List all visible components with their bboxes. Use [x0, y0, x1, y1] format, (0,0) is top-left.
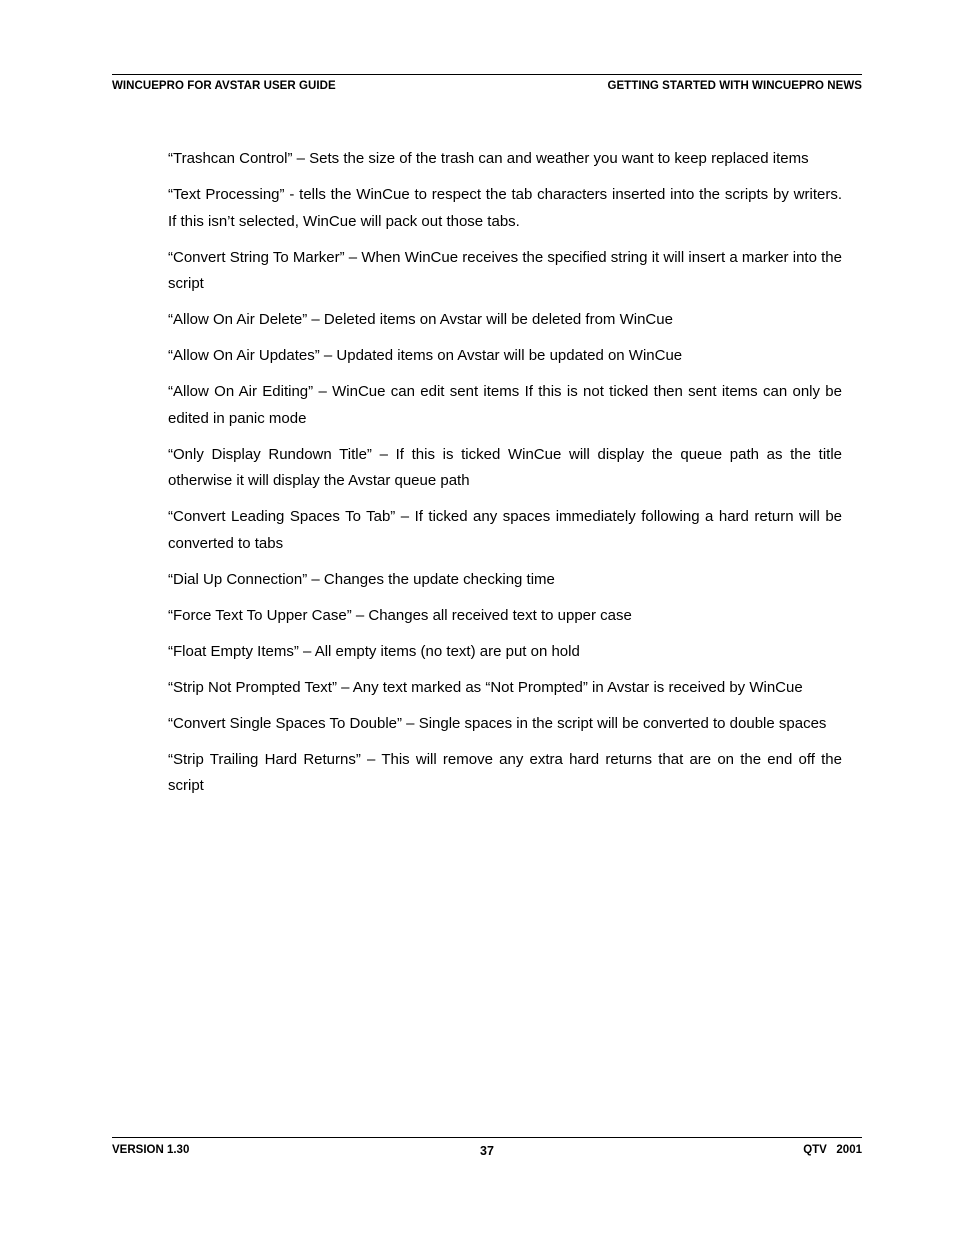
paragraph-strip-not-prompted: “Strip Not Prompted Text” – Any text marked as “Not Prompted” in Avstar is received by WinCue: [168, 678, 803, 696]
header-section-title: GETTING STARTED WITH WINCUEPRO NEWS: [607, 80, 862, 92]
paragraph-force-upper-case: “Force Text To Upper Case” – Changes all received text to upper case: [168, 606, 632, 624]
paragraph-convert-string-to-marker: “Convert String To Marker” – When WinCue receives the specified string it will insert a marker into the script: [168, 248, 842, 292]
paragraph-allow-on-air-updates: “Allow On Air Updates” – Updated items on Avstar will be updated on WinCue: [168, 347, 683, 364]
paragraph-text-processing: “Text Processing” - tells the WinCue to respect the tab characters inserted into the scripts by writers. If this isn’t selected, WinCue will pack out those tabs.: [168, 186, 855, 230]
paragraph-trashcan-control: “Trashcan Control” – Sets the size of the trash can and weather you want to keep replaced items: [168, 150, 809, 167]
paragraph-dial-up-connection: “Dial Up Connection” – Changes the update checking time: [168, 570, 555, 588]
footer-version: VERSION 1.30: [112, 1144, 190, 1156]
header-document-title: WINCUEPRO FOR AVSTAR USER GUIDE: [112, 80, 336, 92]
paragraph-convert-leading-spaces: “Convert Leading Spaces To Tab” – If ticked any spaces immediately following a hard return will be converted to tabs: [168, 508, 842, 552]
page-body: [168, 146, 855, 809]
page-footer-row: [112, 1138, 862, 1164]
paragraph-only-display-rundown-title: “Only Display Rundown Title” – If this is ticked WinCue will display the queue path as the title otherwise it will display the Avstar queue path: [168, 445, 842, 489]
paragraph-convert-single-spaces: “Convert Single Spaces To Double” – Single spaces in the script will be converted to double spaces: [168, 714, 827, 732]
paragraph-allow-on-air-delete: “Allow On Air Delete” – Deleted items on Avstar will be deleted from WinCue: [168, 311, 673, 328]
footer-copyright: QTV 2001: [803, 1144, 862, 1156]
paragraph-strip-trailing-returns: “Strip Trailing Hard Returns” – This will remove any extra hard returns that are on the end off the script: [168, 750, 842, 794]
page-header: [112, 74, 862, 92]
page-footer: [112, 1137, 862, 1164]
footer-page-number: 37: [480, 1144, 494, 1158]
paragraph-allow-on-air-editing: “Allow On Air Editing” – WinCue can edit sent items If this is not ticked then sent items can only be edited in panic mode: [168, 383, 855, 427]
page-header-row: [112, 75, 862, 92]
paragraph-float-empty-items: “Float Empty Items” – All empty items (no text) are put on hold: [168, 642, 580, 660]
